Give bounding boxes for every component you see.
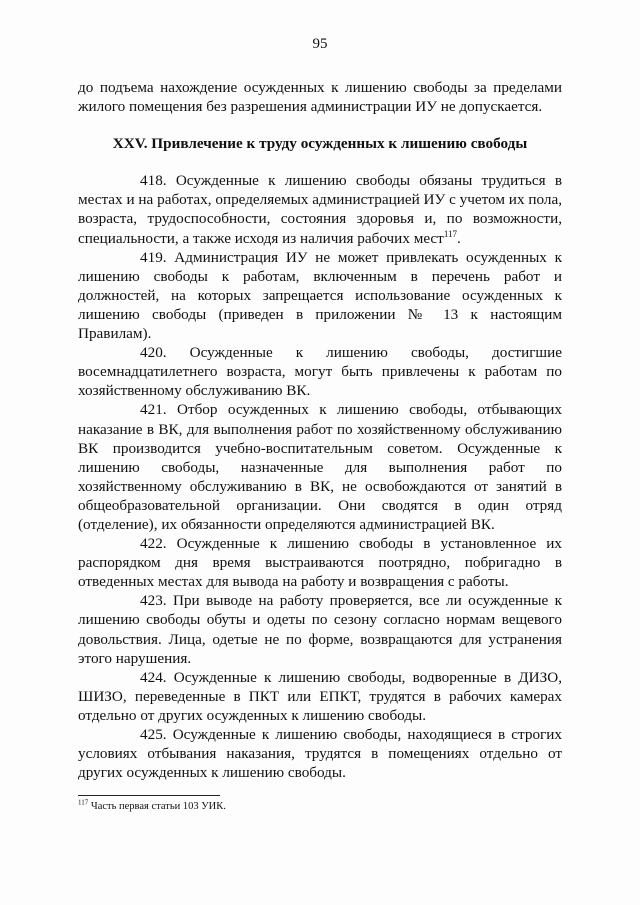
document-body (78, 78, 562, 782)
paragraph-418 (78, 171, 562, 247)
footnote-text: Часть первая статьи 103 УИК. (88, 801, 226, 812)
paragraph-418-tail: . (456, 229, 461, 247)
paragraph-425: 425. Осужденные к лишению свободы, находящиеся в строгих условиях отбывания наказания, трудятся в помещениях отдельно от других осужденных к лишению свободы. (78, 726, 562, 782)
footnote-number: 117 (78, 798, 89, 807)
paragraph-423: 423. При выводе на работу проверяется, все ли осужденные к лишению свободы обуты и одеты по сезону согласно нормам вещевого довольствия. Лица, одетые не по форме, возвращаются для устранения этого нарушения. (78, 592, 562, 667)
paragraph-420: 420. Осужденные к лишению свободы, достигшие восемнадцатилетнего возраста, могут быть привлечены к работам по хозяйственному обслуживанию ВК. (78, 344, 562, 400)
paragraph-422: 422. Осужденные к лишению свободы в установленное их распорядком дня время выстраиваются поотрядно, побригадно в отведенных местах для вывода на работу и возвращения с работы. (78, 535, 562, 591)
footnote-ref-117: 117 (443, 228, 457, 239)
paragraph-424: 424. Осужденные к лишению свободы, водворенные в ДИЗО, ШИЗО, переведенные в ПКТ или ЕПКТ, трудятся в рабочих камерах отдельно от других осужденных к лишению свободы. (78, 668, 562, 724)
paragraph-421: 421. Отбор осужденных к лишению свободы, отбывающих наказание в ВК, для выполнения работ по хозяйственному обслуживанию ВК производится учебно-воспитательным советом. Осужденные к лишению свободы, назначенные для выполнения работ по хозяйственному обслуживанию в ВК, не освобождаются от занятий в общеобразовательной организации. Они сводятся в один отряд (отделение), их обязанности определяются администрацией ВК. (78, 401, 562, 533)
paragraph-418-text: 418. Осужденные к лишению свободы обязаны трудиться в местах и на работах, определяемых администрацией ИУ с учетом их пола, возраста, трудоспособности, состояния здоровья и, по возможности, специальности, а также исходя из наличия рабочих мест (78, 172, 562, 247)
page-number: 95 (312, 36, 328, 52)
footnote (78, 800, 562, 813)
section-title: XXV. Привлечение к труду осужденных к лишению свободы (112, 135, 528, 153)
paragraph-419: 419. Администрация ИУ не может привлекать осужденных к лишению свободы к работам, включенным в перечень работ и должностей, на которых запрещается использование осужденных к лишению свободы (приведен в приложении № 13 к настоящим Правилам). (78, 248, 562, 343)
footnote-divider (78, 795, 220, 796)
lead-paragraph: до подъема нахождение осужденных к лишению свободы за пределами жилого помещения без разрешения администрации ИУ не допускается. (78, 79, 562, 116)
